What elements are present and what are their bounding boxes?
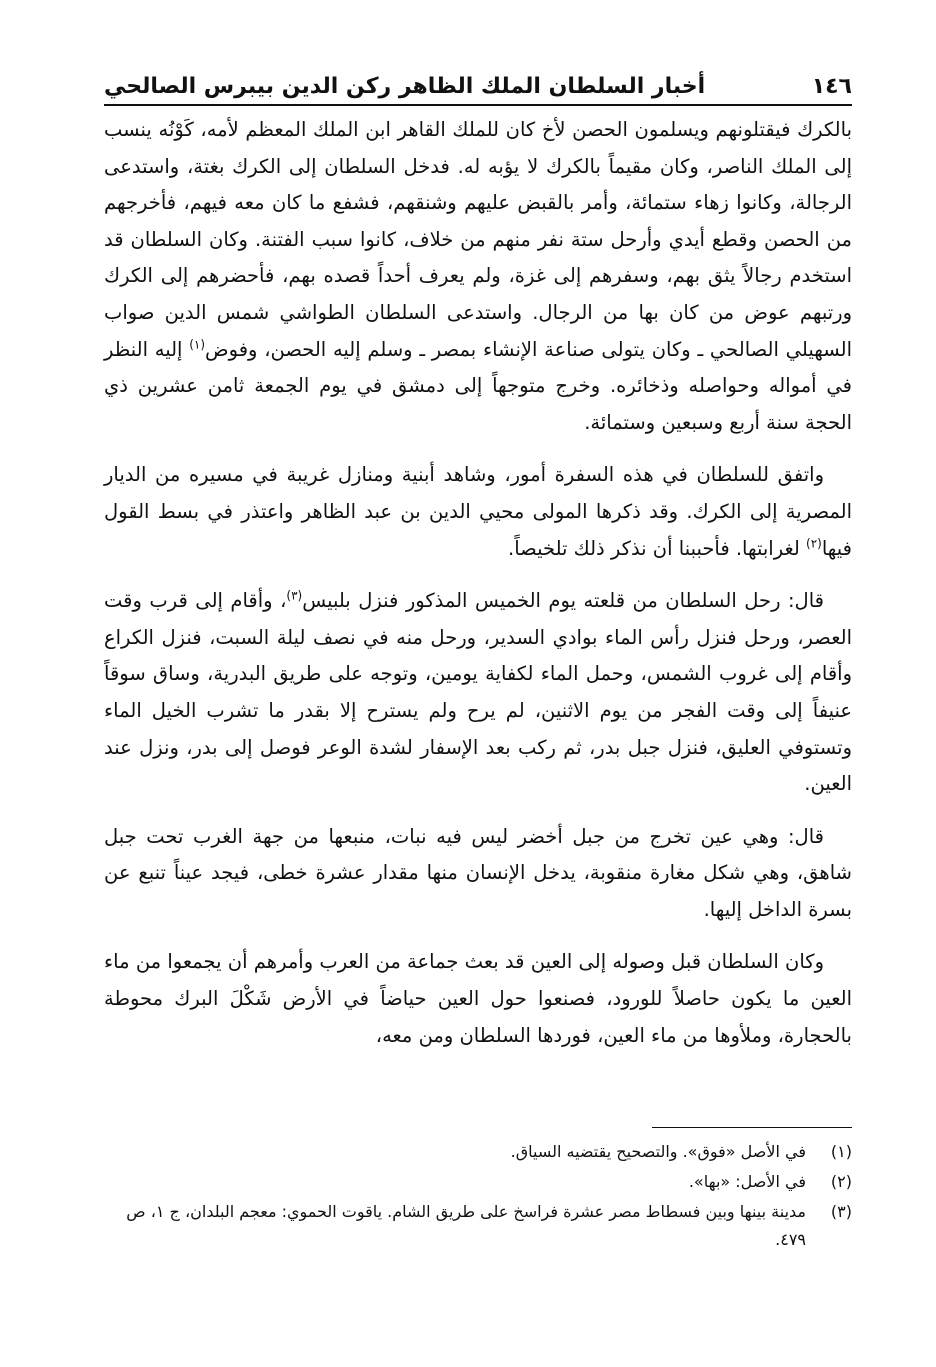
paragraph-1 — [104, 112, 852, 441]
footnote-number: (١) — [830, 1142, 852, 1161]
paragraph-4-text: قال: وهي عين تخرج من جبل أخضر ليس فيه نبات، منبعها من جهة الغرب تحت جبل شاهق، وهي شكل مغارة منقوبة، يدخل الإنسان منها مقدار عشرة خطى، فيجد عيناً تنبع عن بسرة الداخل إليها. — [104, 824, 852, 921]
footnote-number: (٣) — [830, 1202, 852, 1221]
paragraph-4 — [104, 819, 852, 929]
paragraph-5 — [104, 944, 852, 1054]
footnotes — [104, 1138, 852, 1256]
running-title: أخبار السلطان الملك الظاهر ركن الدين بيبرس الصالحي — [104, 74, 706, 99]
paragraph-2-text-b: لغرابتها. فأحببنا أن نذكر ذلك تلخيصاً. — [508, 536, 807, 560]
paragraph-2-text-a: واتفق للسلطان في هذه السفرة أمور، وشاهد أبنية ومنازل غريبة في مسيره من الديار المصرية إلى الكرك. وقد ذكرها المولى محيي الدين بن عبد الظاهر واعتذر في بسط القول فيها — [104, 463, 852, 560]
footnote-number: (٢) — [830, 1172, 852, 1191]
footnote-text: في الأصل: «بها». — [688, 1172, 806, 1191]
paragraph-3-text-b: ، وأقام إلى قرب وقت العصر، ورحل فنزل رأس الماء بوادي السدير، ورحل منه في نصف ليلة السبت، فنزل الكراع وأقام إلى غروب الشمس، وحمل الماء لكفاية يومين، وتوجه على طريق البدرية، وساق سوقاً عنيفاً إلى وقت الفجر من يوم الاثنين، لم يرح ولم يسترح إلا بقدر ما تشرب الخيل الماء وتستوفي العليق، فنزل جبل بدر، ثم ركب بعد الإسفار لشدة الوعر فوصل إلى بدر، ونزل عند العين. — [104, 589, 852, 796]
page-header — [104, 62, 852, 102]
footnote-ref-2: (٢) — [806, 536, 822, 551]
paragraph-1-text-b: إليه النظر في أمواله وحواصله وذخائره. وخرج متوجهاً إلى دمشق في يوم الجمعة ثامن عشرين ذي الحجة سنة أربع وسبعين وستمائة. — [104, 337, 852, 434]
footnote-3 — [104, 1198, 852, 1254]
paragraph-2 — [104, 457, 852, 567]
footnote-rule — [652, 1127, 852, 1128]
footnote-ref-3: (٣) — [286, 588, 303, 603]
paragraph-1-text-a: بالكرك فيقتلونهم ويسلمون الحصن لأخ كان للملك القاهر ابن الملك المعظم لأمه، كَوْنُه ينسب إلى الملك الناصر، وكان مقيماً بالكرك لا يؤبه له. فدخل السلطان إلى الكرك بغتة، واستدعى الرجالة، وكانوا زهاء ستمائة، وأمر بالقبض عليهم وشنقهم، فشفع ما كان معه فيهم، فأخرجهم من الحصن وقطع أيدي وأرحل ستة نفر منهم من خلاف، كانوا سبب الفتنة. وكان السلطان قد استخدم رجالاً يثق بهم، وسفرهم إلى غزة، ولم يعرف أحداً قصده بهم، فأحضرهم إلى الكرك ورتبهم عوض من كان بها من الرجال. واستدعى السلطان الطواشي شمس الدين صواب السهيلي الصالحي ـ وكان يتولى صناعة الإنشاء بمصر ـ وسلم إليه الحصن، وفوض — [104, 118, 853, 361]
paragraph-3 — [104, 583, 852, 803]
body-text — [104, 112, 852, 1070]
footnote-ref-1: (١) — [189, 337, 206, 352]
footnote-2 — [104, 1168, 852, 1196]
header-rule — [104, 104, 852, 106]
paragraph-3-text-a: قال: رحل السلطان من قلعته يوم الخميس المذكور فنزل بلبيس — [302, 589, 824, 613]
footnote-text: في الأصل «فوق». والتصحيح يقتضيه السياق. — [510, 1142, 806, 1161]
footnote-text: مدينة بينها وبين فسطاط مصر عشرة فراسخ على طريق الشام. ياقوت الحموي: معجم البلدان، ج ١، ص ٤٧٩. — [126, 1202, 806, 1249]
footnote-1 — [104, 1138, 852, 1166]
paragraph-5-text: وكان السلطان قبل وصوله إلى العين قد بعث جماعة من العرب وأمرهم أن يجمعوا من ماء العين ما يكون حاصلاً للورود، فصنعوا حول العين حياضاً في الأرض شَكْلَ البرك محوطة بالحجارة، وملأوها من ماء العين، فوردها السلطان ومن معه، — [104, 950, 852, 1047]
page-number: ١٤٦ — [811, 74, 852, 99]
